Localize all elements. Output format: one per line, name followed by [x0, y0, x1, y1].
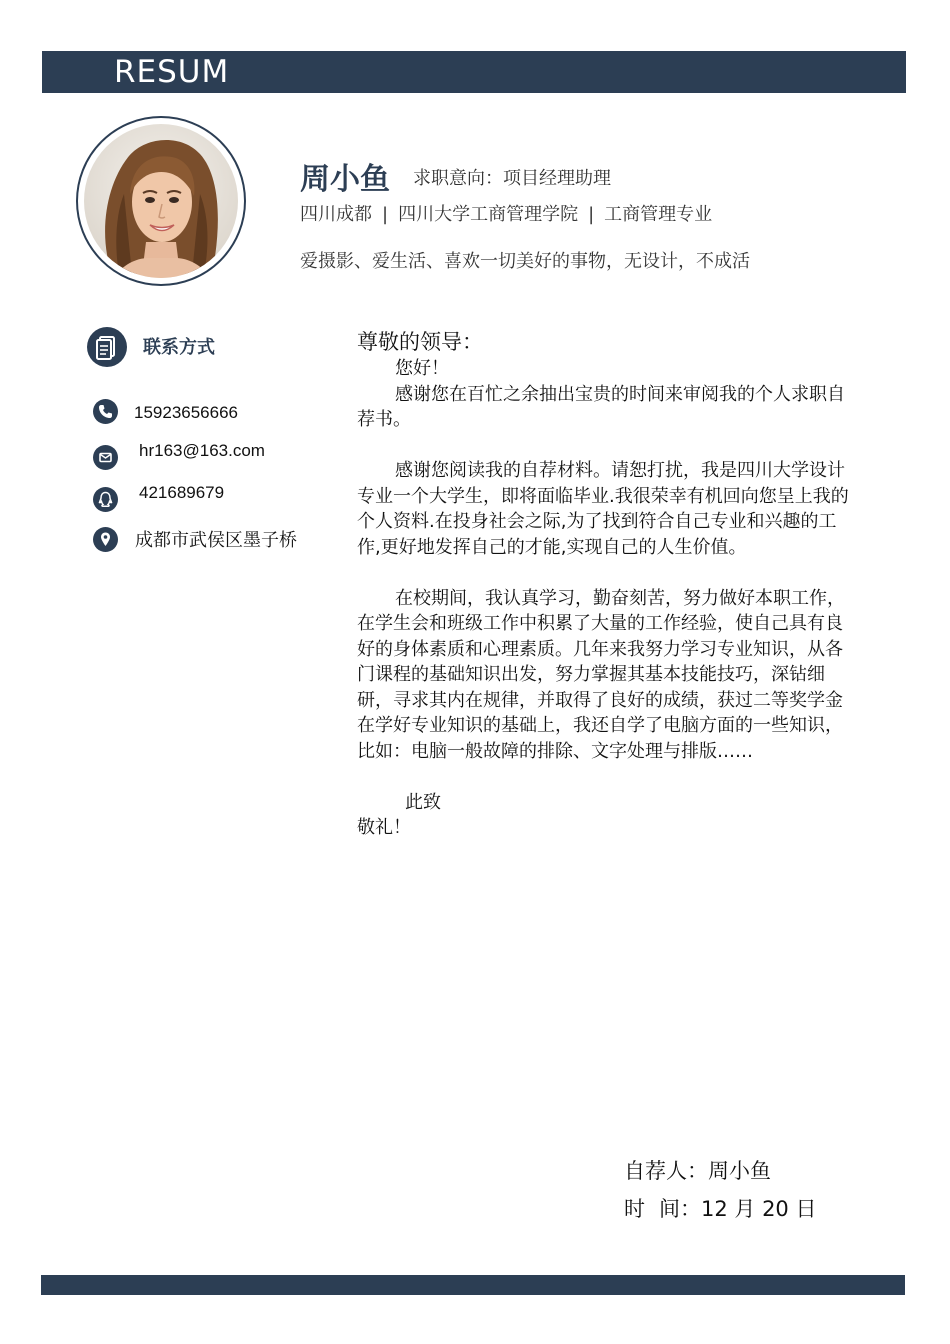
location-icon	[93, 527, 118, 552]
letter-closing-2: 敬礼！	[357, 817, 411, 838]
email-address: hr163@163.com	[139, 441, 265, 460]
school: 四川大学工商管理学院	[398, 204, 579, 225]
job-intent-value: 项目经理助理	[503, 168, 611, 189]
separator: |	[588, 204, 595, 225]
address: 成都市武侯区墨子桥	[135, 530, 297, 551]
avatar	[84, 124, 238, 278]
signature-block	[624, 1152, 816, 1228]
resume-title: RESUM	[114, 54, 230, 90]
phone-number: 15923656666	[134, 403, 239, 422]
header-bar	[42, 51, 906, 93]
letter-hello: 您好！	[395, 358, 449, 379]
contact-heading: 联系方式	[143, 337, 215, 358]
major: 工商管理专业	[604, 204, 713, 225]
cover-letter	[357, 328, 857, 841]
candidate-name: 周小鱼	[300, 162, 390, 197]
footer-bar	[41, 1275, 905, 1295]
qq-icon	[93, 487, 118, 512]
separator: |	[382, 204, 389, 225]
signature-name: 周小鱼	[708, 1159, 771, 1183]
motto: 爱摄影、爱生活、喜欢一切美好的事物，无设计，不成活	[300, 251, 750, 272]
date-label-1: 时	[624, 1197, 645, 1221]
signature-date: 12 月 20 日	[701, 1197, 817, 1221]
avatar-frame	[76, 116, 246, 286]
job-intent	[413, 164, 611, 190]
job-intent-label: 求职意向：	[413, 168, 503, 189]
document-icon	[87, 327, 127, 367]
education-line	[300, 200, 712, 226]
letter-paragraph-2: 感谢您阅读我的自荐材料。请恕打扰，我是四川大学设计专业一个大学生，即将面临毕业.我很荣幸有机回向您呈上我的个人资料.在投身社会之际,为了找到符合自己专业和兴趣的工作,更好地发挥自己的才能,实现自己的人生价值。	[357, 460, 849, 558]
signature-name-row	[624, 1152, 816, 1190]
qq-number: 421689679	[139, 483, 225, 502]
date-label-2: 间：	[659, 1197, 701, 1221]
email-icon	[93, 445, 118, 470]
letter-greeting: 尊敬的领导：	[357, 330, 483, 354]
letter-paragraph-3: 在校期间，我认真学习，勤奋刻苦，努力做好本职工作，在学生会和班级工作中积累了大量的工作经验，使自己具有良好的身体素质和心理素质。几年来我努力学习专业知识，从各门课程的基础知识出发，努力掌握其基本技能技巧，深钻细研，寻求其内在规律，并取得了良好的成绩，获过二等奖学金在学好专业知识的基础上，我还自学了电脑方面的一些知识，比如：电脑一般故障的排除、文字处理与排版……	[357, 587, 845, 762]
letter-closing-1: 此致	[405, 791, 441, 813]
signature-label: 自荐人：	[624, 1159, 708, 1183]
phone-icon	[93, 399, 118, 424]
letter-paragraph-1: 感谢您在百忙之余抽出宝贵的时间来审阅我的个人求职自荐书。	[357, 383, 845, 430]
signature-date-row	[624, 1190, 816, 1228]
city: 四川成都	[300, 204, 372, 225]
